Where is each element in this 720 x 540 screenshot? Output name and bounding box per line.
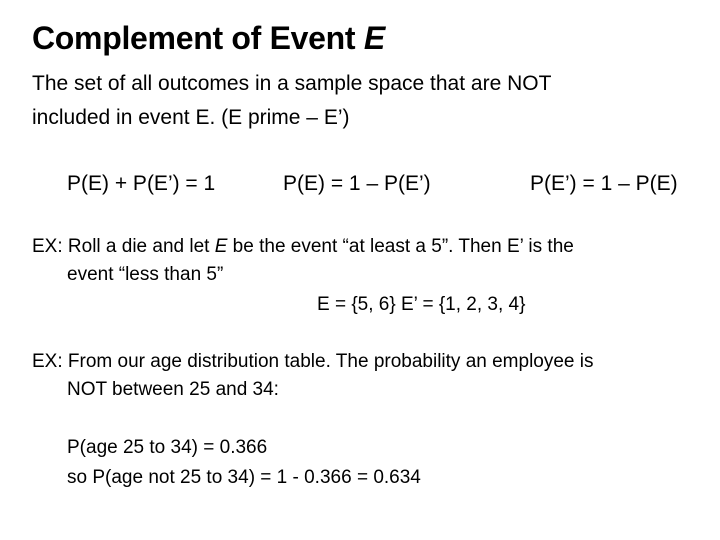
example1-line-2: event “less than 5” bbox=[67, 264, 224, 285]
formula-event: P(E) = 1 – P(E’) bbox=[283, 172, 431, 195]
example2-line-2: NOT between 25 and 34: bbox=[67, 379, 279, 400]
formula-sum: P(E) + P(E’) = 1 bbox=[67, 172, 216, 195]
example1-event-letter: E bbox=[214, 236, 228, 257]
example1-sets: E = {5, 6} E’ = {1, 2, 3, 4} bbox=[317, 294, 526, 315]
definition-line-2: included in event E. (E prime – E’) bbox=[32, 106, 350, 129]
formula-complement: P(E’) = 1 – P(E) bbox=[530, 172, 678, 195]
title-text: Complement of Event bbox=[32, 20, 364, 56]
title-event-letter: E bbox=[363, 20, 385, 56]
definition-line-1: The set of all outcomes in a sample space that are NOT bbox=[32, 72, 552, 95]
example2-complement: so P(age not 25 to 34) = 1 - 0.366 = 0.634 bbox=[67, 467, 421, 488]
slide-title bbox=[32, 20, 385, 57]
example2-line-1: EX: From our age distribution table. The probability an employee is bbox=[32, 351, 594, 372]
example1-text-a: EX: Roll a die and let bbox=[32, 236, 215, 257]
example2-probability: P(age 25 to 34) = 0.366 bbox=[67, 437, 268, 458]
example1-line-1 bbox=[32, 236, 574, 258]
example1-text-b: be the event “at least a 5”. Then E’ is the bbox=[227, 236, 574, 257]
